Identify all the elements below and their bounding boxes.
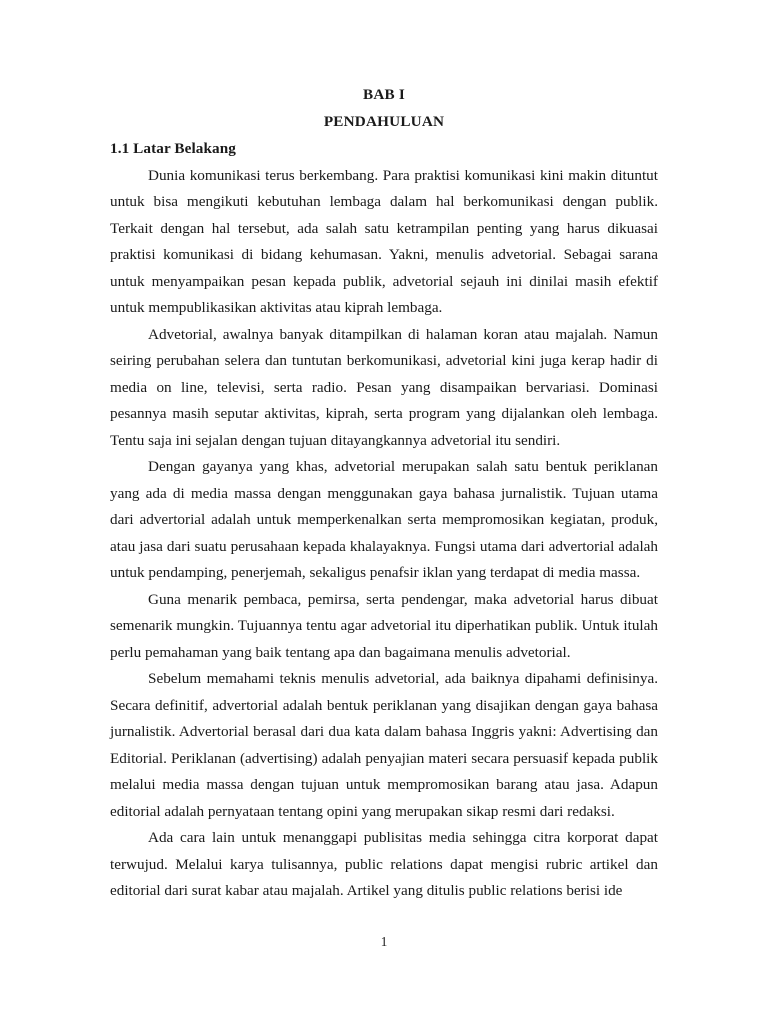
body-paragraph: Guna menarik pembaca, pemirsa, serta pendengar, maka advetorial harus dibuat semenarik mungkin. Tujuannya tentu agar advetorial itu diperhatikan publik. Untuk itulah perlu pemahaman yang baik tentang apa dan bagaimana menulis advetorial. bbox=[110, 590, 658, 661]
body-paragraph: Dunia komunikasi terus berkembang. Para praktisi komunikasi kini makin dituntut untuk bisa mengikuti kebutuhan lembaga dalam hal berkomunikasi dengan publik. Terkait dengan hal tersebut, ada salah satu ketrampilan penting yang harus dikuasai praktisi komunikasi di bidang kehumasan. Yakni, menulis advetorial. Sebagai sarana untuk menyampaikan pesan kepada publik, advetorial sejauh ini dinilai masih efektif untuk mempublikasikan aktivitas atau kiprah lembaga. bbox=[110, 166, 658, 316]
page-content bbox=[110, 82, 658, 905]
chapter-title: BAB I bbox=[363, 86, 405, 103]
chapter-subtitle: PENDAHULUAN bbox=[323, 112, 445, 130]
section-heading-latar-belakang: 1.1 Latar Belakang bbox=[110, 140, 236, 157]
body-paragraph: Ada cara lain untuk menanggapi publisitas media sehingga citra korporat dapat terwujud. Melalui karya tulisannya, public relations dapat mengisi rubric artikel dan editorial dari surat kabar atau majalah. Artikel yang ditulis public relations berisi ide bbox=[110, 829, 658, 899]
page-number: 1 bbox=[380, 934, 388, 949]
body-paragraph: Dengan gayanya yang khas, advetorial merupakan salah satu bentuk periklanan yang ada di media massa dengan menggunakan gaya bahasa jurnalistik. Tujuan utama dari advertorial adalah untuk memperkenalkan serta mempromosikan kegiatan, produk, atau jasa dari suatu perusahaan kepada khalayaknya. Fungsi utama dari advertorial adalah untuk pendamping, penerjemah, sekaligus penafsir iklan yang terdapat di media massa. bbox=[110, 458, 658, 581]
body-paragraph: Advetorial, awalnya banyak ditampilkan di halaman koran atau majalah. Namun seiring perubahan selera dan tuntutan berkomunikasi, advetorial kini juga kerap hadir di media on line, televisi, serta radio. Pesan yang disampaikan bervariasi. Dominasi pesannya masih seputar aktivitas, kiprah, serta program yang dijalankan oleh lembaga. Tentu saja ini sejalan dengan tujuan ditayangkannya advetorial itu sendiri. bbox=[110, 325, 658, 449]
body-paragraph: Sebelum memahami teknis menulis advetorial, ada baiknya dipahami definisinya. Secara definitif, advertorial adalah bentuk periklanan yang disajikan dengan gaya bahasa jurnalistik. Advertorial berasal dari dua kata dalam bahasa Inggris yakni: Advertising dan Editorial. Periklanan (advertising) adalah penyajian materi secara persuasif kepada publik melalui media massa dengan tujuan untuk mempromosikan barang atau jasa. Adapun editorial adalah pernyataan tentang opini yang merupakan sikap resmi dari redaksi. bbox=[110, 670, 658, 820]
